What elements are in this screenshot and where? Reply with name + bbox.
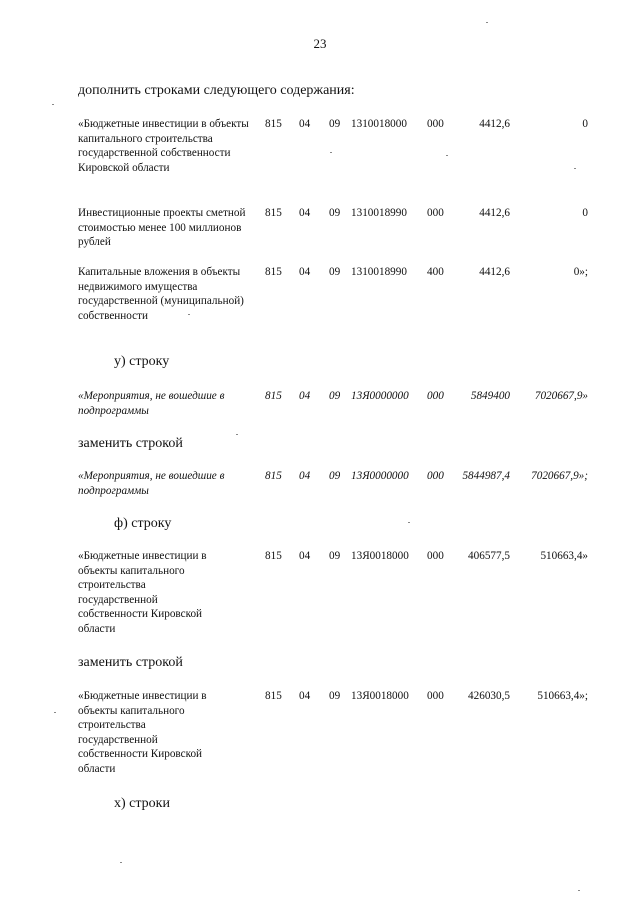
- code-subsection: 09: [329, 690, 341, 702]
- code-subsection: 09: [329, 207, 341, 219]
- code-section: 04: [299, 266, 311, 278]
- code-target: 13Я0000000: [351, 390, 409, 402]
- code-ministry: 815: [265, 470, 282, 482]
- row-name: Инвестиционные проекты сметной стоимостью менее 100 миллионов рублей: [78, 207, 246, 249]
- replace-label: заменить строкой: [78, 655, 183, 670]
- code-target: 1310018990: [351, 266, 407, 278]
- amount-2: 510663,4»: [540, 550, 588, 562]
- replace-label: заменить строкой: [78, 436, 183, 451]
- amount-2: 7020667,9»;: [531, 470, 588, 482]
- code-ministry: 815: [265, 266, 282, 278]
- section-heading-f: ф) строку: [114, 516, 172, 531]
- row-name: Капитальные вложения в объекты недвижимого имущества государственной (муниципальной) собственности: [78, 266, 244, 322]
- scan-speck: [486, 22, 488, 23]
- code-subsection: 09: [329, 470, 341, 482]
- code-ministry: 815: [265, 207, 282, 219]
- code-expense-type: 000: [427, 550, 444, 562]
- amount-2: 0»;: [573, 266, 588, 278]
- scan-speck: [408, 522, 410, 523]
- code-target: 1310018990: [351, 207, 407, 219]
- amount-1: 5849400: [470, 390, 510, 402]
- code-ministry: 815: [265, 118, 282, 130]
- amount-1: 426030,5: [468, 690, 510, 702]
- code-expense-type: 000: [427, 118, 444, 130]
- scan-speck: [236, 434, 238, 435]
- amount-1: 5844987,4: [462, 470, 510, 482]
- code-target: 13Я0018000: [351, 690, 409, 702]
- amount-1: 4412,6: [479, 266, 510, 278]
- code-subsection: 09: [329, 118, 341, 130]
- code-target: 1310018000: [351, 118, 407, 130]
- row-name: «Мероприятия, не вошедшие в подпрограммы: [78, 470, 225, 497]
- code-expense-type: 400: [427, 266, 444, 278]
- scan-speck: [120, 862, 122, 863]
- code-expense-type: 000: [427, 390, 444, 402]
- code-ministry: 815: [265, 690, 282, 702]
- scan-speck: [52, 104, 54, 105]
- page-number: 23: [313, 36, 327, 51]
- scan-speck: [54, 712, 56, 713]
- code-section: 04: [299, 690, 311, 702]
- row-name: «Мероприятия, не вошедшие в подпрограммы: [78, 390, 225, 417]
- code-section: 04: [299, 390, 311, 402]
- amount-1: 406577,5: [468, 550, 510, 562]
- amount-2: 0: [582, 118, 588, 130]
- scan-speck: [446, 155, 448, 156]
- amount-2: 510663,4»;: [537, 690, 588, 702]
- row-name: «Бюджетные инвестиции в объекты капитального строительства государственной собственности Кировской области: [78, 690, 207, 775]
- row-name: «Бюджетные инвестиции в объекты капитального строительства государственной собственности Кировской области: [78, 550, 207, 635]
- code-expense-type: 000: [427, 470, 444, 482]
- scan-speck: [578, 890, 580, 891]
- code-subsection: 09: [329, 550, 341, 562]
- code-section: 04: [299, 470, 311, 482]
- code-section: 04: [299, 118, 311, 130]
- amount-2: 0: [582, 207, 588, 219]
- code-section: 04: [299, 207, 311, 219]
- code-section: 04: [299, 550, 311, 562]
- code-expense-type: 000: [427, 690, 444, 702]
- amount-2: 7020667,9»: [534, 390, 588, 402]
- code-ministry: 815: [265, 550, 282, 562]
- code-expense-type: 000: [427, 207, 444, 219]
- code-ministry: 815: [265, 390, 282, 402]
- intro-text: дополнить строками следующего содержания:: [78, 83, 355, 98]
- code-subsection: 09: [329, 390, 341, 402]
- amount-1: 4412,6: [479, 207, 510, 219]
- scan-speck: [574, 168, 576, 169]
- code-target: 13Я0018000: [351, 550, 409, 562]
- row-name: «Бюджетные инвестиции в объекты капитального строительства государственной собственности Кировской области: [78, 118, 249, 174]
- scan-speck: [330, 152, 332, 153]
- scan-speck: [188, 314, 190, 315]
- code-subsection: 09: [329, 266, 341, 278]
- code-target: 13Я0000000: [351, 470, 409, 482]
- section-heading-h: х) строки: [114, 796, 170, 811]
- section-heading-u: у) строку: [114, 354, 170, 369]
- amount-1: 4412,6: [479, 118, 510, 130]
